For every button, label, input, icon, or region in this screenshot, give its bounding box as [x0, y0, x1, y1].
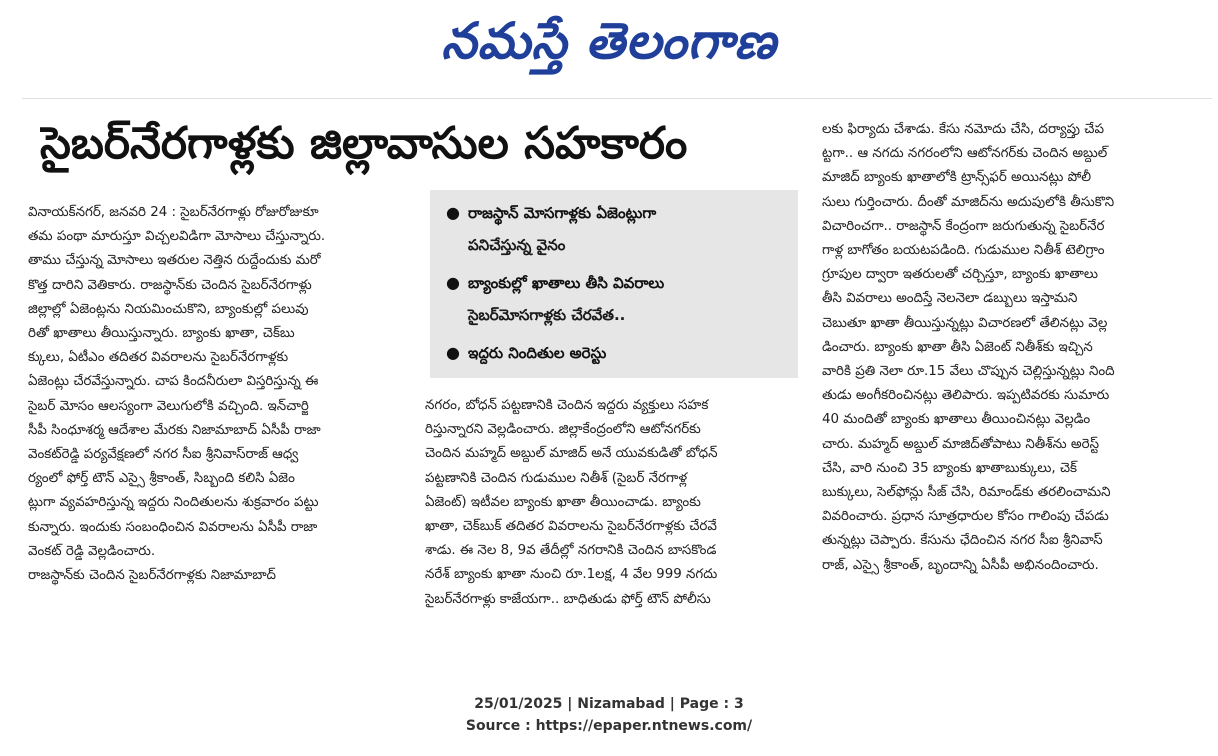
- article-text-line: శాడు. ఈ నెల 8, 9వ తేదీల్లో నగరానికి చెందిన బాసకొండ: [425, 543, 717, 559]
- article-text-line: తుడు అంగీకరించినట్లు తెలిపారు. ఇప్పటివరకు సుమారు: [822, 388, 1110, 404]
- article-text-line: చారు. మహ్మద్ అబ్దుల్ మాజిద్‌తోపాటు నితీశ్‌ను అరెస్ట్: [822, 436, 1099, 452]
- masthead-logo: నమస్తే తెలంగాణ: [441, 12, 777, 70]
- article-text-line: నరేశ్ బ్యాంకు ఖాతా నుంచి రూ.1లక్ష, 4 వేల 999 నగదు: [425, 567, 718, 583]
- article-text-line: గాళ్ల బాగోతం బయటపడింది. గుడుముల నితీశ్ టెలిగ్రాం: [822, 243, 1105, 259]
- article-text-line: ఏజెంట్లు చేరవేస్తున్నారు. చాప కిందనీరులా విస్తరిస్తున్న ఈ: [28, 374, 319, 390]
- footer-date-edition: 25/01/2025 | Nizamabad | Page : 3: [474, 696, 744, 712]
- article-text-line: వెంకట్ రెడ్డి వెల్లడించారు.: [28, 543, 156, 559]
- article-text-line: రాజ్, ఎస్సై శ్రీకాంత్, బృందాన్ని ఏసీపీ అభినందించారు.: [822, 557, 1099, 573]
- article-text-line: సులు గుర్తించారు. దీంతో మాజిద్‌ను అదుపులోకి తీసుకొని: [822, 194, 1115, 210]
- article-text-line: ఖాతా, చెక్‌బుక్ తదితర వివరాలను సైబర్‌నేరగాళ్లకు చేరవే: [425, 519, 717, 535]
- article-text-line: ఏజెంట్) ఇటీవల బ్యాంకు ఖాతా తీయించాడు. బ్యాంకు: [425, 494, 701, 510]
- article-text-line: రాజస్థాన్‌కు చెందిన సైబర్‌నేరగాళ్లకు నిజామాబాద్: [28, 568, 277, 584]
- article-text-line: సైబర్‌నేరగాళ్లు కాజేయగా.. బాధితుడు ఫోర్త్ టౌన్ పోలీసు: [425, 591, 711, 607]
- article-headline: సైబర్‌నేరగాళ్లకు జిల్లావాసుల సహకారం: [40, 118, 688, 169]
- article-text-line: వినాయక్‌నగర్, జనవరి 24 : సైబర్‌నేరగాళ్లు రోజురోజుకూ: [28, 205, 319, 220]
- article-text-line: చెబుతూ ఖాతా తీయిస్తున్నట్లు విచారణలో తేలినట్లు వెల్ల: [822, 315, 1108, 331]
- article-column-1: [28, 201, 413, 588]
- article-text-line: 40 మందితో బ్యాంకు ఖాతాలు తీయించినట్లు వెల్లడిం: [822, 412, 1091, 428]
- highlight-line: ఇద్దరు నిందితుల అరెస్టు: [468, 344, 607, 362]
- article-text-line: సీపీ సింధూశర్మ ఆదేశాల మేరకు నిజామాబాద్ ఏసీపీ రాజా: [28, 422, 321, 438]
- highlight-line: సైబర్‌మోసగాళ్లకు చేరవేత..: [468, 306, 626, 324]
- article-text-line: ర్యంలో ఫోర్త్ టౌన్ ఎస్సై శ్రీకాంత్, సిబ్బంది కలిసి ఏజెం: [28, 471, 295, 487]
- article-text-line: డించారు. బ్యాంకు ఖాతా తీసి ఏజెంట్ నితీశ్‌కు ఇచ్చిన: [822, 339, 1093, 355]
- article-text-line: వారికి ప్రతి నెలా రూ.15 వేలు చొప్పున చెల్లిస్తున్నట్లు నింది: [822, 364, 1115, 380]
- highlight-line: బ్యాంకుల్లో ఖాతాలు తీసి వివరాలు: [468, 274, 665, 292]
- article-text-line: తమ పంథా మారుస్తూ విచ్చలవిడిగా మోసాలు చేస్తున్నారు.: [28, 229, 326, 245]
- bullet-icon: ●: [446, 343, 460, 362]
- highlight-line: రాజస్థాన్ మోసగాళ్లకు ఏజెంట్లుగా: [468, 204, 657, 222]
- article-text-line: గ్రూపుల ద్వారా ఇతరులతో చర్చిస్తూ, బ్యాంకు ఖాతాలు: [822, 267, 1098, 283]
- article-text-line: జిల్లాల్లో ఏజెంట్లను నియమించుకొని, బ్యాంకుల్లో పలువు: [28, 301, 309, 317]
- article-text-line: చేసి, వారి నుంచి 35 బ్యాంకు ఖాతాబుక్కులు, చెక్: [822, 460, 1078, 476]
- highlight-item: [446, 338, 606, 368]
- article-text-line: బుక్కులు, సెల్‌ఫోన్లు సీజ్ చేసి, రిమాండ్‌కు తరలించామని: [822, 485, 1111, 501]
- article-text-line: ట్టగా.. ఆ నగదు నగరంలోని ఆటోనగర్‌కు చెందిన అబ్దుల్: [822, 146, 1108, 162]
- article-text-line: సైబర్ మోసం ఆలస్యంగా వెలుగులోకి వచ్చింది. ఇన్‌చార్జి: [28, 398, 309, 414]
- article-text-line: వివరించారు. ప్రధాన సూత్రధారుల కోసం గాలింపు చేపడు: [822, 509, 1109, 525]
- article-text-line: రిస్తున్నారని వెల్లడించారు. జిల్లాకేంద్రంలోని ఆటోనగర్‌కు: [425, 422, 701, 438]
- article-text-line: తున్నట్లు చెప్పారు. కేసును ఛేదించిన నగర సీఐ శ్రీనివాస్: [822, 533, 1103, 549]
- article-text-line: ట్లుగా వ్యవహరిస్తున్న ఇద్దరు నిందితులను శుక్రవారం పట్టు: [28, 495, 319, 511]
- bullet-icon: ●: [446, 203, 460, 222]
- article-text-line: మాజిద్ బ్యాంకు ఖాతాలోకి ట్రాన్స్‌ఫర్ అయినట్లు పోలీ: [822, 170, 1092, 186]
- article-text-line: వెంకట్‌రెడ్డి పర్యవేక్షణలో నగర సీఐ శ్రీనివాస్‌రాజ్ ఆధ్వ: [28, 447, 299, 463]
- article-text-line: కున్నారు. ఇందుకు సంబంధించిన వివరాలను ఏసీపీ రాజా: [28, 519, 318, 535]
- article-text-line: లకు ఫిర్యాదు చేశాడు. కేసు నమోదు చేసి, దర్యాప్తు చేప: [822, 122, 1104, 137]
- article-text-line: విచారించగా.. రాజస్థాన్ కేంద్రంగా జరుగుతున్న సైబర్‌నేర: [822, 218, 1105, 234]
- bullet-icon: ●: [446, 273, 460, 292]
- article-text-line: నగరం, బోధన్ పట్టణానికి చెందిన ఇద్దరు వ్యక్తులు సహక: [425, 398, 709, 413]
- highlight-item: [446, 198, 656, 228]
- article-text-line: కొత్త దారిని వెతికారు. రాజస్థాన్‌కు చెందిన సైబర్‌నేరగాళ్లు: [28, 277, 312, 293]
- article-text-line: పట్టణానికి చెందిన గుడుముల నితీశ్ (సైబర్ నేరగాళ్ల: [425, 470, 688, 486]
- article-text-line: రితో ఖాతాలు తీయిస్తున్నారు. బ్యాంకు ఖాతా, చెక్‌బు: [28, 326, 295, 342]
- article-text-line: తీసి వివరాలు అందిస్తే నెలనెలా డబ్బులు ఇస్తామని: [822, 291, 1078, 307]
- article-text-line: చెందిన మహ్మద్ అబ్దుల్ మాజిద్ అనే యువకుడితో బోధన్: [425, 446, 718, 462]
- highlights-box: [430, 190, 798, 378]
- article-text-line: తాము చేస్తున్న మోసాలు ఇతరుల నెత్తిన రుద్దేందుకు మరో: [28, 253, 321, 269]
- highlight-line: పనిచేస్తున్న వైనం: [468, 236, 566, 254]
- article-column-2: [425, 394, 800, 612]
- footer-source-link[interactable]: Source : https://epaper.ntnews.com/: [465, 718, 753, 734]
- article-column-3: [822, 118, 1205, 578]
- article-text-line: క్కులు, ఏటీఎం తదితర వివరాలను సైబర్‌నేరగాళ్లకు: [28, 350, 289, 366]
- highlight-item: [446, 268, 664, 298]
